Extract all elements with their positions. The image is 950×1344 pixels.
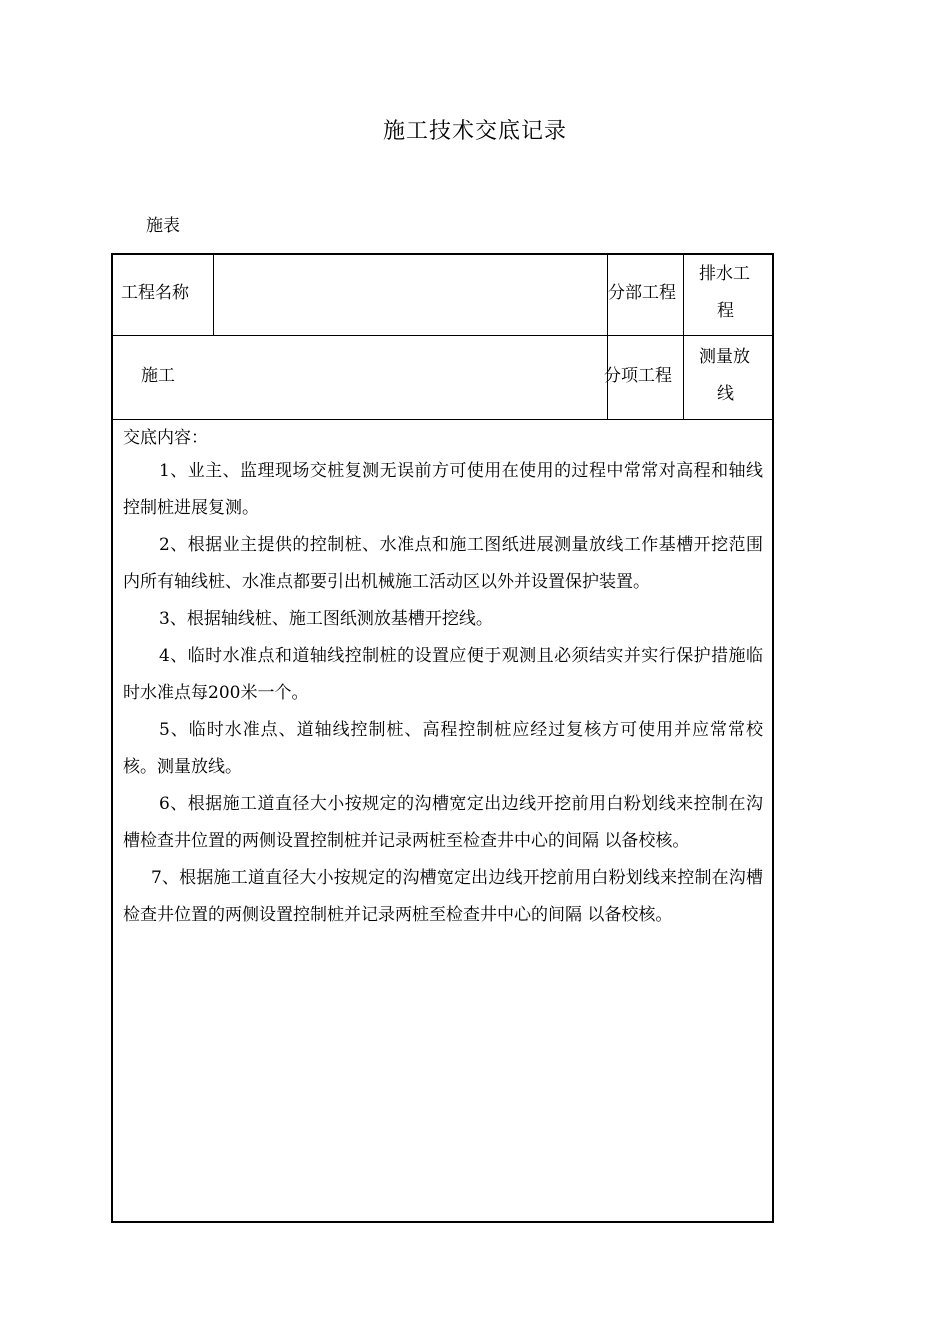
content-item-4: 4、临时水准点和道轴线控制桩的设置应便于观测且必须结实并实行保护措施临时水准点每200米一个。: [123, 646, 763, 703]
disclosure-content: [123, 423, 763, 934]
content-item-1: 1、业主、监理现场交桩复测无误前方可使用在使用的过程中常常对高程和轴线控制桩进展复测。: [123, 461, 763, 518]
subitem-label: 分项工程: [604, 366, 672, 386]
col-divider-3a: [683, 255, 684, 336]
division-value-line1: 排水工: [699, 264, 750, 284]
subitem-value-line1: 测量放: [699, 347, 750, 367]
project-name-label: 工程名称: [121, 283, 189, 303]
content-heading: 交底内容：: [123, 428, 208, 448]
form-number: 施表: [146, 216, 180, 236]
subitem-value-line2: 线: [717, 384, 734, 404]
row-divider-1: [113, 335, 772, 336]
content-item-5: 5、临时水准点、道轴线控制桩、高程控制桩应经过复核方可使用并应常常校核。测量放线。: [123, 720, 763, 777]
division-label: 分部工程: [608, 283, 676, 303]
division-value-line2: 程: [717, 301, 734, 321]
content-item-7: 7、根据施工道直径大小按规定的沟槽宽定出边线开挖前用白粉划线来控制在沟槽检查井位置的两侧设置控制桩并记录两桩至检查井中心的间隔 以备校核。: [123, 868, 763, 925]
document-title: 施工技术交底记录: [382, 119, 567, 144]
content-item-3: 3、根据轴线桩、施工图纸测放基槽开挖线。: [159, 609, 493, 629]
content-item-6: 6、根据施工道直径大小按规定的沟槽宽定出边线开挖前用白粉划线来控制在沟槽检查井位置的两侧设置控制桩并记录两桩至检查井中心的间隔 以备校核。: [123, 794, 763, 851]
col-divider-1a: [213, 255, 214, 336]
col-divider-3b: [683, 336, 684, 420]
record-table: [111, 253, 774, 1223]
construction-label: 施工: [141, 366, 175, 386]
content-item-2: 2、根据业主提供的控制桩、水准点和施工图纸进展测量放线工作基槽开挖范围内所有轴线桩、水准点都要引出机械施工活动区以外并设置保护装置。: [123, 535, 763, 592]
row-divider-2: [113, 419, 772, 420]
